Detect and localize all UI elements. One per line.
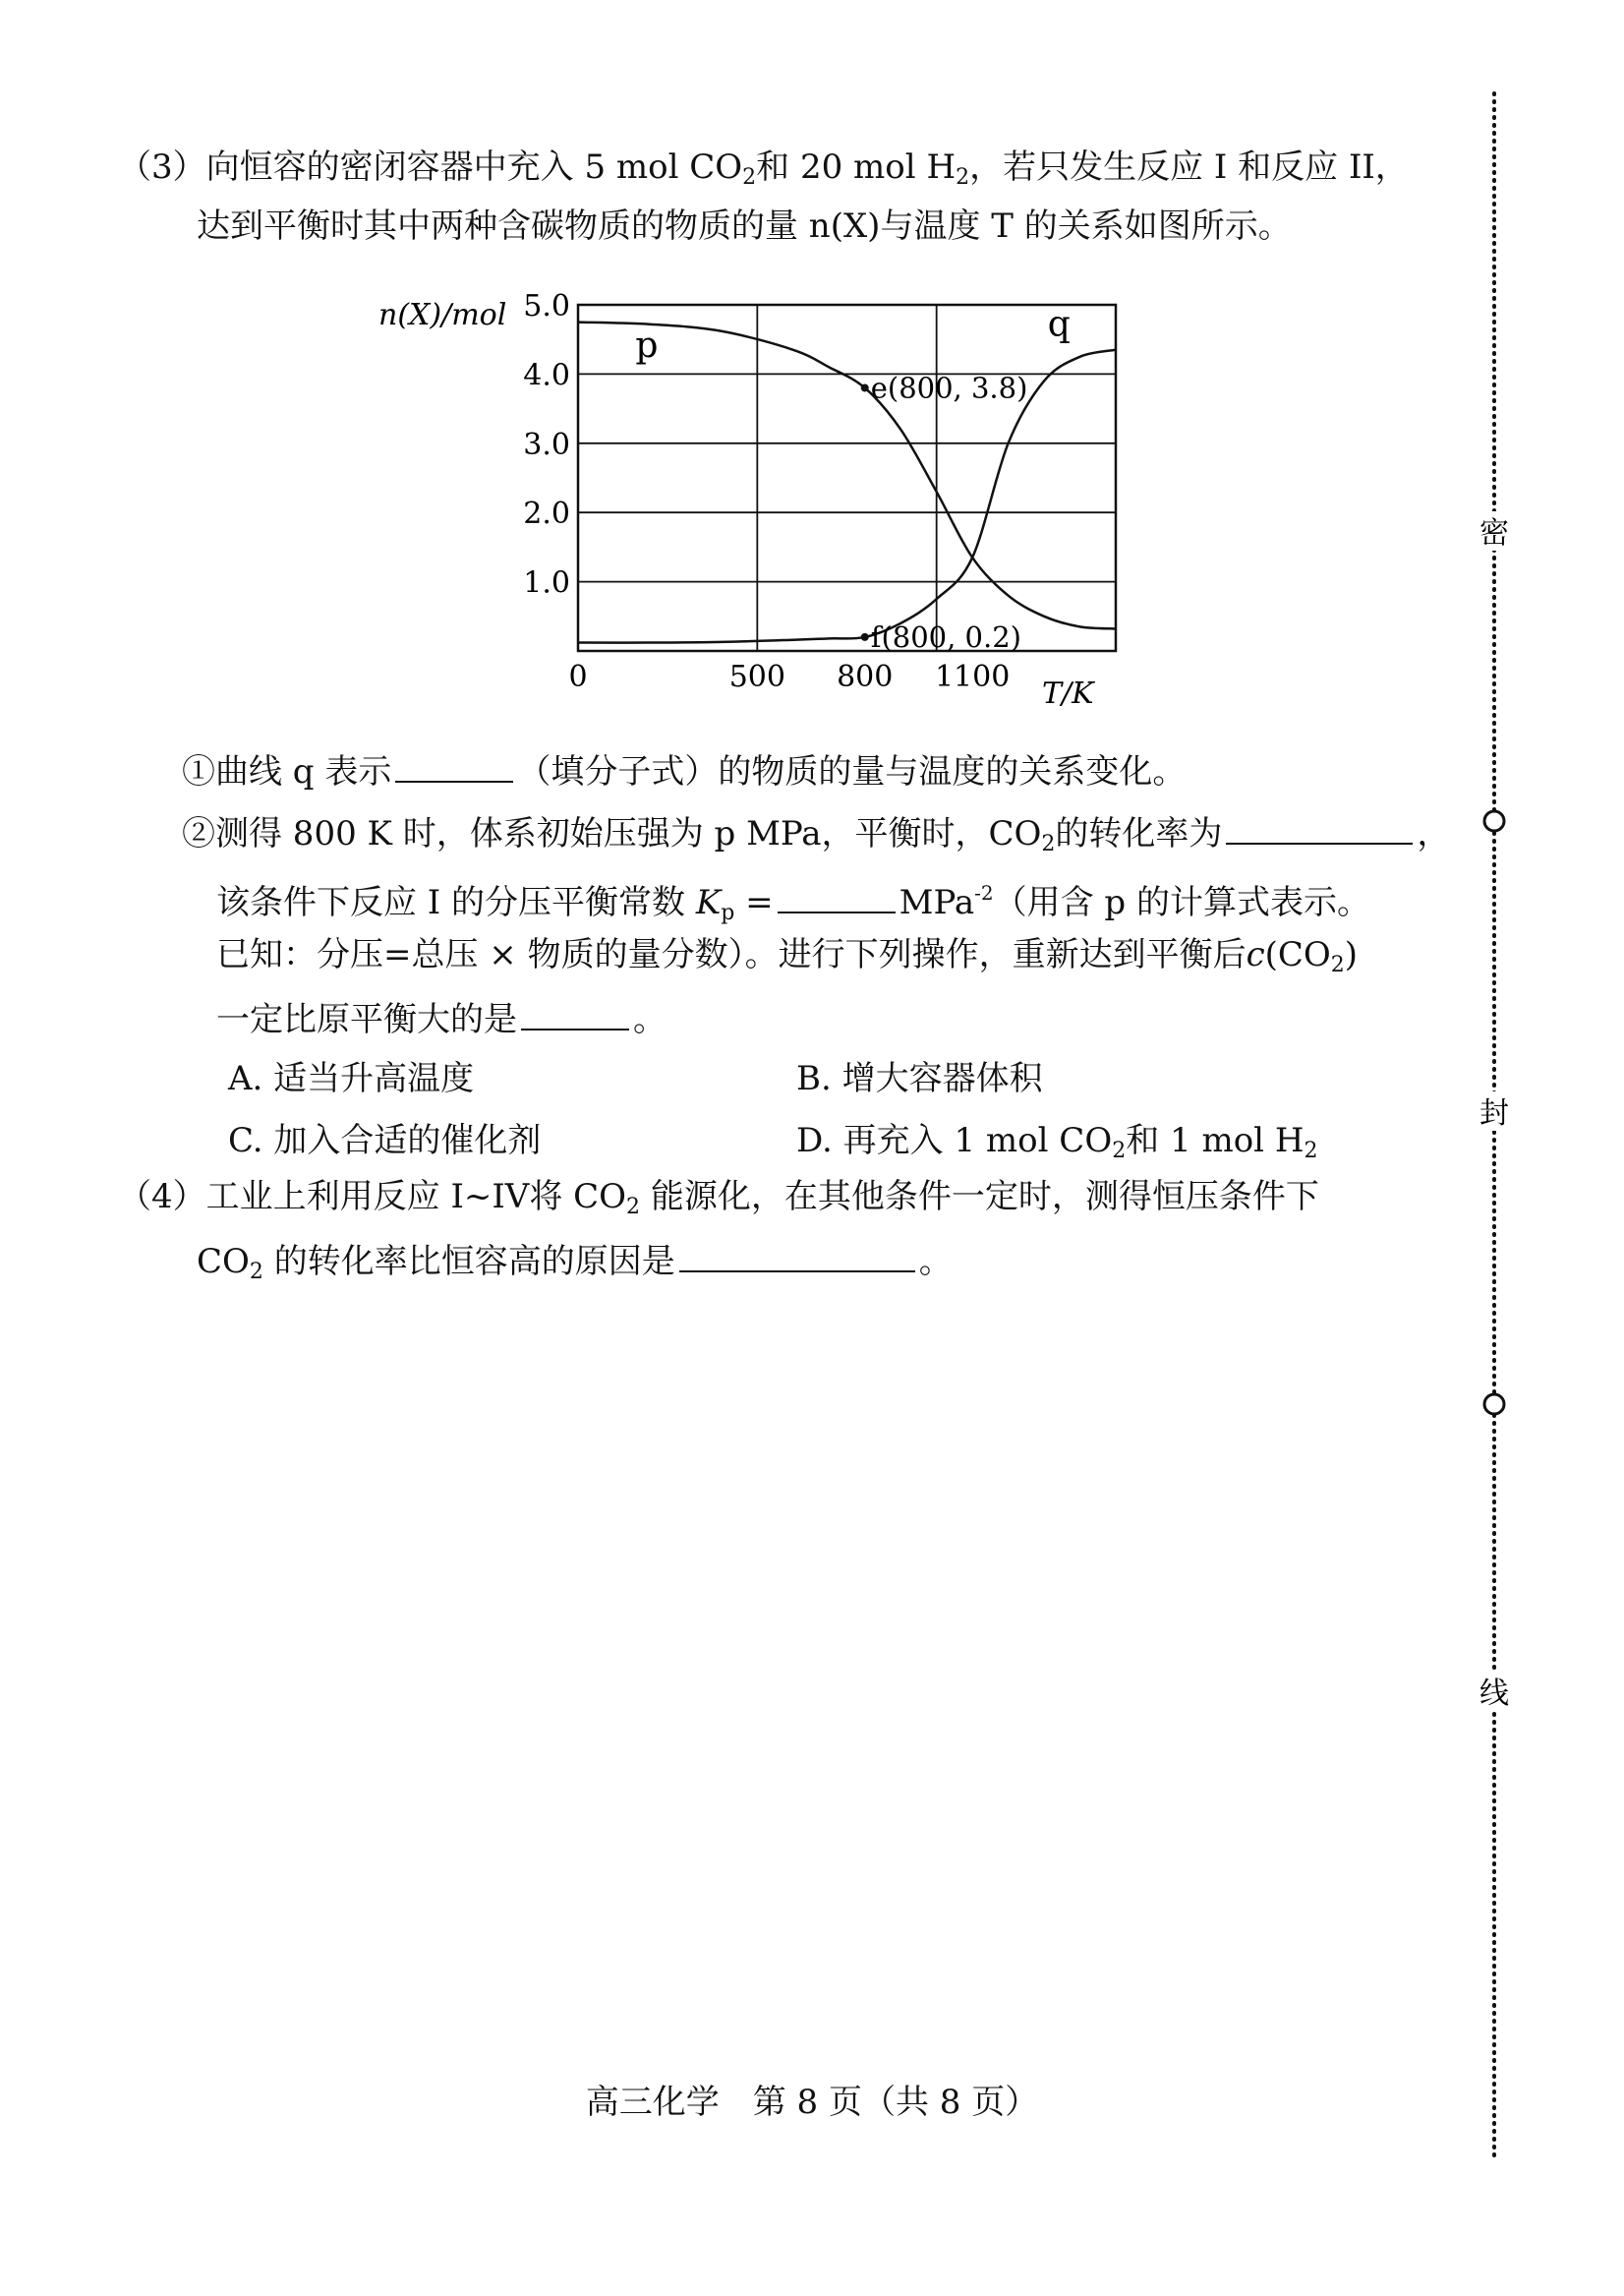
n-vs-temperature-chart bbox=[364, 285, 1140, 718]
y-axis-label: n(X)/mol bbox=[378, 298, 507, 332]
series-p-label: p bbox=[635, 324, 659, 366]
answer-blank-4[interactable] bbox=[521, 995, 629, 1030]
x-axis-label: T/K bbox=[1042, 677, 1094, 711]
y-tick-label: 2.0 bbox=[523, 497, 570, 532]
series-q-label: q bbox=[1047, 304, 1071, 345]
q4-line-1: （4）工业上利用反应 I~IV将 $CO_2$ 能源化，在其他条件一定时，测得恒压条件下 bbox=[118, 1177, 1319, 1219]
chart-grid bbox=[578, 305, 1116, 651]
annotation-label: f(800, 0.2) bbox=[870, 619, 1022, 654]
x-tick-label: 0 bbox=[568, 660, 588, 694]
binding-margin bbox=[1455, 0, 1573, 2296]
annotation-point bbox=[861, 383, 869, 391]
y-tick-label: 5.0 bbox=[523, 289, 570, 324]
answer-blank-1[interactable] bbox=[395, 747, 513, 783]
option-a[interactable]: A. 适当升高温度 bbox=[228, 1059, 475, 1098]
q4-line-2: $CO_2$ 的转化率比恒容高的原因是 。 bbox=[197, 1237, 953, 1294]
option-b[interactable]: B. 增大容器体积 bbox=[796, 1059, 1043, 1098]
series-q-line bbox=[578, 350, 1116, 643]
option-d[interactable]: D. 再充入 1 mol $CO_2$和 1 mol $H_2$ bbox=[796, 1121, 1318, 1163]
subquestion-2-line-4: 一定比原平衡大的是 。 bbox=[216, 995, 667, 1041]
y-tick-label: 3.0 bbox=[523, 427, 570, 462]
answer-blank-5[interactable] bbox=[679, 1237, 915, 1272]
binding-hole-icon bbox=[1484, 811, 1504, 831]
x-tick-label: 800 bbox=[837, 660, 894, 694]
plot-frame bbox=[578, 305, 1116, 651]
margin-char-mi: 密 bbox=[1479, 516, 1509, 551]
series-p-line bbox=[578, 323, 1116, 629]
annotation-label: e(800, 3.8) bbox=[870, 371, 1028, 405]
y-tick-label: 4.0 bbox=[523, 358, 570, 393]
binding-hole-icon bbox=[1484, 1394, 1504, 1414]
x-tick-label: 500 bbox=[728, 660, 785, 694]
subquestion-2-line-3: 已知：分压=总压 × 物质的量分数）。进行下列操作，重新达到平衡后$c(CO_2)$ bbox=[216, 935, 1359, 977]
subquestion-1: ①曲线 q 表示 （填分子式）的物质的量与温度的关系变化。 bbox=[182, 747, 1186, 794]
annotation-point bbox=[861, 633, 869, 641]
page-footer: 高三化学 第 8 页（共 8 页） bbox=[585, 2083, 1039, 2122]
chart-curves bbox=[578, 305, 1116, 643]
answer-blank-2[interactable] bbox=[1226, 809, 1413, 845]
margin-char-xian: 线 bbox=[1479, 1677, 1509, 1711]
margin-char-feng: 封 bbox=[1479, 1096, 1509, 1131]
q3-line-1: （3）向恒容的密闭容器中充入 5 mol $CO_2$和 20 mol $H_2$，若只发生反应 I 和反应 II， bbox=[118, 147, 1409, 190]
x-tick-label: 1100 bbox=[934, 660, 1011, 694]
option-c[interactable]: C. 加入合适的催化剂 bbox=[228, 1121, 542, 1160]
answer-blank-3[interactable] bbox=[778, 878, 896, 913]
subquestion-2-line-1: ②测得 800 K 时，体系初始压强为 p MPa，平衡时，$CO_2$的转化率为 ， bbox=[182, 809, 1450, 866]
y-tick-label: 1.0 bbox=[523, 565, 570, 601]
q3-line-2: 达到平衡时其中两种含碳物质的物质的量 n(X)与温度 T 的关系如图所示。 bbox=[197, 206, 1292, 246]
subquestion-2-line-2: 该条件下反应 I 的分压平衡常数 $K_p = MPa^{-2}$（用含 p 的计算式表示。 bbox=[216, 871, 1370, 935]
